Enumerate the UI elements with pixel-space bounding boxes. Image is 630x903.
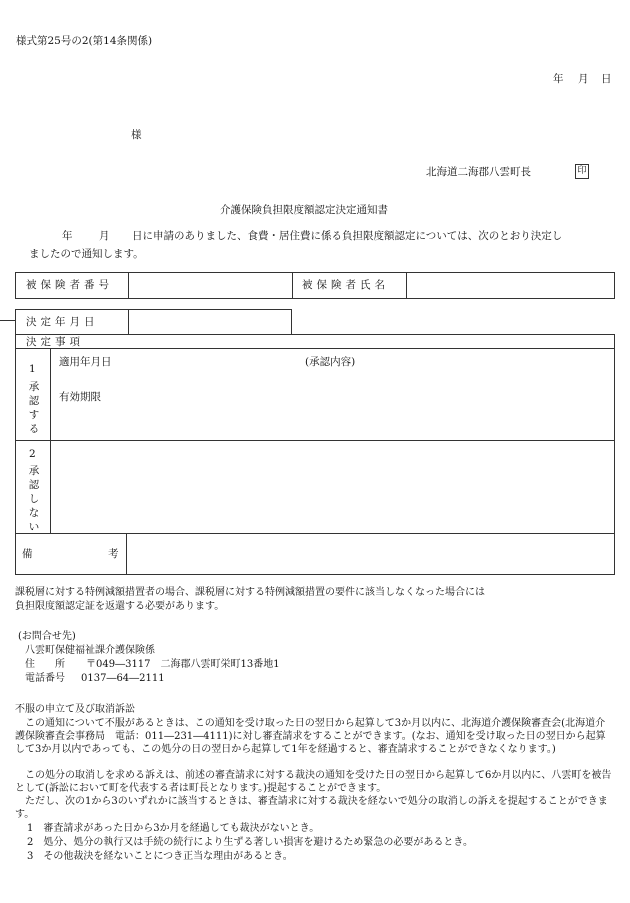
divider (15, 348, 615, 349)
insured-name-label: 被保険者氏名 (302, 279, 389, 291)
divider (126, 533, 127, 575)
divider (128, 309, 129, 335)
intro-line-1: 日に申請のありました、食費・居住費に係る負担限度額認定については、次のとおり決定し (132, 230, 563, 242)
appeal-item-1: 1 審査請求があった日から3か月を経過しても裁決がないとき。 (27, 823, 320, 834)
recipient-suffix: 様 (131, 129, 142, 141)
document-title: 介護保険負担限度額認定決定通知書 (220, 204, 388, 216)
form-number: 様式第25号の2(第14条関係) (16, 35, 153, 47)
reject-label-char: 承 (28, 465, 40, 477)
appeal-heading: 不服の申立て及び取消訴訟 (15, 704, 135, 715)
approval-content-label: (承認内容) (305, 356, 356, 368)
approve-label (27, 380, 41, 436)
contact-address: 〒049―3117 二海郡八雲町栄町13番地1 (86, 659, 280, 670)
reject-label-char: し (28, 493, 40, 505)
tax-notice-line-1: 課税層に対する特例減額措置者の場合、課税層に対する特例減額措置の要件に該当しなくなった場合には (15, 587, 485, 598)
approve-label-char: 承 (28, 381, 40, 393)
decision-items-label: 決定事項 (26, 336, 84, 348)
contact-phone: 0137―64―2111 (81, 673, 165, 684)
divider (406, 272, 407, 299)
approve-label-char: る (28, 423, 40, 435)
contact-phone-label: 電話番号 (25, 673, 65, 684)
tax-notice-line-2: 負担限度額認定証を返還する必要があります。 (15, 601, 225, 612)
appeal-item-2: 2 処分、処分の執行又は手続の続行により生ずる著しい損害を避けるため緊急の必要があるとき。 (27, 837, 473, 848)
date-month-label: 月 (578, 73, 589, 85)
divider (292, 272, 293, 299)
approve-label-char: 認 (28, 395, 40, 407)
contact-office: 八雲町保健福祉課介護保険係 (25, 645, 155, 656)
decision-date-label: 決定年月日 (26, 316, 99, 328)
reject-label-char: 認 (28, 479, 40, 491)
margin-tick (0, 320, 16, 321)
approve-label-char: す (28, 409, 40, 421)
appeal-paragraph-2: この処分の取消しを求める訴えは、前述の審査請求に対する裁決の通知を受けた日の翌日から起算して6か月以内に、八雲町を被告として(訴訟において町を代表する者は町長となります。)提起することができます。 (15, 770, 612, 794)
intro-year: 年 (62, 230, 73, 242)
reject-label-char: な (28, 507, 40, 519)
appeal-item-3: 3 その他裁決を経ないことにつき正当な理由があるとき。 (27, 851, 293, 862)
remarks-label-2: 考 (108, 548, 119, 560)
contact-address-label: 住 所 (25, 659, 65, 670)
remarks-label-1: 備 (22, 548, 33, 560)
validity-label: 有効期限 (59, 391, 101, 403)
approve-number: 1 (29, 363, 36, 375)
appeal-paragraph-3: ただし、次の1から3のいずれかに該当するときは、審査請求に対する裁決を経ないで処分の取消しの訴えを提起することができます。 (15, 796, 608, 820)
issuer-name: 北海道二海郡八雲町長 (426, 166, 531, 178)
date-day-label: 日 (601, 73, 612, 85)
decision-table (15, 334, 615, 575)
reject-label-char: い (28, 521, 40, 533)
applicable-date-label: 適用年月日 (59, 356, 112, 368)
insured-number-label: 被保険者番号 (26, 279, 113, 291)
divider (15, 533, 615, 534)
contact-heading: (お問合せ先) (18, 631, 76, 642)
date-year-label: 年 (553, 73, 564, 85)
divider (128, 272, 129, 299)
divider (15, 440, 615, 441)
appeal-paragraph-1: この通知について不服があるときは、この通知を受け取った日の翌日から起算して3か月以内に、北海道介護保険審査会(北海道介護保険審査会事務局 電話：011―231―4111)に対し審査請求をすることができます。(なお、通知を受け取った日の翌日から起算して3か月以内であっても、この処分の日の翌日から起算して1年を経過すると、審査請求することができなくなります。) (15, 718, 606, 755)
seal-box (575, 164, 589, 179)
intro-month: 月 (99, 230, 110, 242)
reject-number: 2 (29, 448, 36, 460)
seal-mark: 印 (577, 166, 587, 176)
intro-line-2: ましたので通知します。 (29, 248, 144, 260)
reject-label (27, 464, 41, 534)
